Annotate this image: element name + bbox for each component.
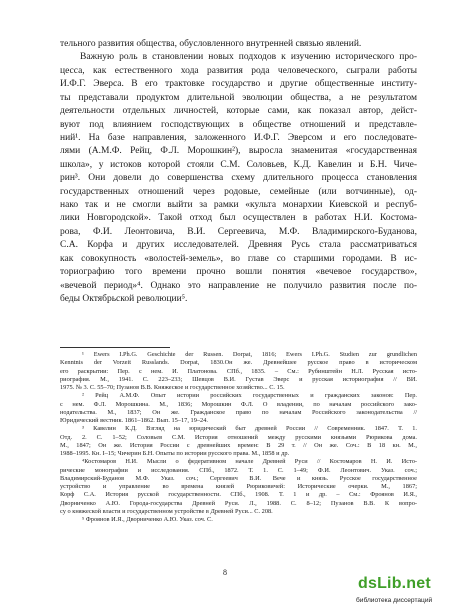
text-line: тельного развития общества, обусловленного внутренней связью явлений. — [60, 39, 362, 49]
text-line: ний¹. На базе направления, заложенного И.Ф.Г. Эверсом и его последовате- — [60, 132, 417, 143]
text-line: С.А. Корфа и других исследователей. Древняя Русь стала рассматриваться — [60, 240, 417, 251]
footnote-line: ³ Кавелин К.Д. Взгляд на юридический быт древней России // Современник. 1847. Т. 1. — [82, 425, 417, 433]
text-line: школа», у истоков которой стояли С.М. Соловьев, К.Д. Кавелин и Б.Н. Чиче- — [60, 159, 417, 170]
text-line: «вечевой период»⁴. Однако это направление не получило развития после по- — [60, 280, 417, 291]
text-line: беды Октябрьской революции⁵. — [60, 294, 188, 305]
footnote-line: с нем. Ф.Л. Морошкина. М., 1836; Морошкин Ф.Л. О владении, по началам российского зако- — [60, 400, 417, 408]
text-line: как совокупность «волостей-земель», во главе со старшими городами. В ис- — [60, 253, 417, 264]
text-line: И.Ф.Г. Эверса. В его трактовке государство и другие общественные институ- — [60, 79, 417, 90]
footnote-line: Корф С.А. История русской государственности. СПб., 1908. Т. 1 и др. – См.: Фроянов И.Я., — [60, 491, 417, 499]
text-line: рова, Ф.И. Леонтовича, В.И. Сергеевича, М.Ф. Владимирского-Буданова, — [60, 226, 417, 237]
footnote-line: Юридический вестник. 1861–1862. Вып. 15–17, 19–24. — [60, 417, 208, 424]
footnote-line: 1988–1995. Кн. I–15; Чичерин Б.Н. Опыты по истории русского права. М., 1858 и др. — [60, 450, 290, 457]
footnote-line: Kenntnis der Vorzeit Russlands. Dorpat, 1830.Он же. Древнейшее русское право в историческом — [60, 359, 417, 367]
footnote-line: риография. М., 1941. С. 223–233; Шевцов В.И. Густав Эверс и русская историография // ВИ. — [60, 375, 417, 383]
text-line: лями (А.М.Ф. Рейц, Ф.Л. Морошкин²), выросла знаменитая «государственная — [60, 146, 417, 157]
text-line: ты представали продуктом длительной эволюции общества, а не результатом — [60, 92, 417, 103]
footnote-line: М., 1847; Он же. История России с древнейших времен: В 29 т. // Он же. Соч.: В 18 кн. М., — [60, 441, 417, 449]
text-line: ториографию того времени прочно вошли понятия «вечевое государство», — [60, 267, 417, 278]
text-line: деятельности отдельных личностей, которые сами, как показал автор, дейст- — [60, 106, 417, 117]
footnote-line: ⁴Костомаров Н.И. Мысли о федеративном начале Древней Руси // Костомаров Н. И. Исто- — [82, 458, 417, 466]
footnote-line: рические монографии и исследования. СПб., 1872. Т. 1. С. 1–49; Ф.И. Леонтович. Указ. соч.; — [60, 466, 417, 474]
footnote-line: устройство и управление во времена князей Рюриковичей: Исторические очерки. М., 1867; — [60, 483, 417, 490]
footnote-line: ² Рейц А.М.Ф. Опыт истории российских государственных и гражданских законов: Пер. — [82, 392, 417, 400]
text-line: рин³. Они довели до совершенства схему длительного процесса становления — [60, 173, 417, 184]
footnote-line: его раскрытии: Пер. с нем. И. Платонова. СПб., 1835. – См.: Рубинштейн Н.Л. Русская исто- — [60, 367, 417, 375]
watermark-caption: библиотека диссертаций — [356, 597, 433, 604]
footnote-line: Владимирский-Буданов М.Ф. Указ. соч.; Сергеевич В.И. Вече и князь. Русское государственное — [60, 474, 417, 482]
footnote-line: нодательства. М., 1837; Он же. Гражданское право по началам Российского законодательства // — [60, 408, 417, 416]
watermark-logo: dsLib.net — [358, 575, 431, 592]
text-line: государственных отношений через родовые, семейные (или вотчинные), од- — [60, 186, 417, 197]
text-line: цесса, как естественного хода развития рода человеческого, сыграли работы — [60, 65, 417, 76]
text-line: нако так и не смогли выйти за рамки «культа монархии Киевской и респуб- — [60, 200, 417, 211]
text-line: вуют под влиянием господствующих в обществе отношений и представле- — [60, 119, 417, 130]
text-line: Важную роль в становлении новых подходов к изучению исторического про- — [80, 52, 417, 63]
footnote-line: ⁵ Фроянов И.Я., Дворниченко А.Ю. Указ. соч. С. — [82, 516, 213, 523]
dslib-watermark — [356, 575, 446, 609]
page-number: 8 — [223, 568, 227, 577]
text-line: лики Новгородской». Такой отход был осуществлен в работах Н.И. Костома- — [60, 213, 417, 224]
footnote-line: ¹ Ewers I.Ph.G. Geschichte der Russen. Dorpat, 1816; Ewers I.Ph.G. Studien zur grundlichen — [82, 351, 417, 358]
footnote-line: 1975. № 3. С. 55–70; Пузанов В.В. Княжеское и государственное хозяйство... С. 15. — [60, 384, 285, 391]
footnote-separator — [60, 347, 170, 348]
footnotes — [60, 351, 417, 524]
footnote-line: Дворниченко А.Ю. Города-государства Древней Руси. Л., 1988. С. 8–12; Пузанов В.В. К вопро- — [60, 499, 417, 507]
main-text — [60, 38, 417, 306]
footnote-line: су о княжеской власти и государственном устройстве в Древней Руси... С. 208. — [60, 507, 273, 515]
footnote-line: Отд. 2. С. 1–52; Соловьев С.М. История отношений между русскими князьями Рюрикова дома. — [60, 433, 417, 441]
